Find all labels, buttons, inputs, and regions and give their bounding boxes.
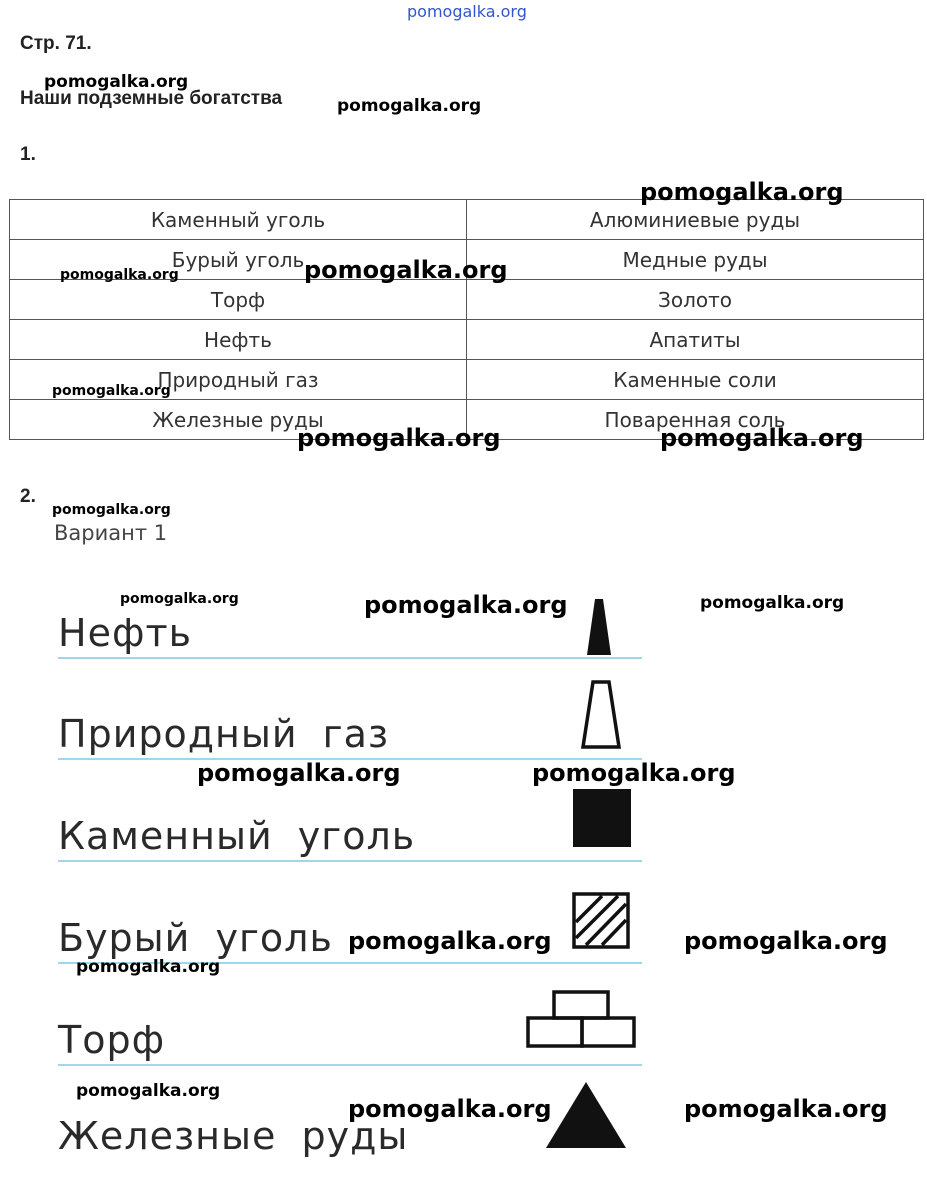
legend-label: Природный газ	[58, 712, 390, 756]
variant-label: Вариант 1	[54, 521, 168, 545]
top-watermark: pomogalka.org	[407, 2, 527, 21]
watermark: pomogalka.org	[120, 591, 239, 607]
page-number-label: Стр. 71.	[20, 33, 92, 54]
table-cell: Каменные соли	[467, 360, 924, 400]
watermark: pomogalka.org	[532, 759, 736, 787]
table-cell: Железные руды	[10, 400, 467, 440]
task-1-number: 1.	[20, 144, 36, 165]
minerals-table	[9, 199, 924, 440]
table-row	[10, 280, 924, 320]
brick-stack-icon	[526, 990, 638, 1050]
filled-square-icon	[572, 788, 632, 848]
watermark: pomogalka.org	[684, 927, 888, 955]
table-row	[10, 320, 924, 360]
watermark: pomogalka.org	[44, 72, 189, 92]
watermark: pomogalka.org	[640, 178, 844, 206]
watermark: pomogalka.org	[76, 1081, 221, 1101]
hatched-square-icon	[572, 892, 632, 950]
table-cell: Бурый уголь	[10, 240, 467, 280]
table-cell: Апатиты	[467, 320, 924, 360]
legend-row-gas	[58, 658, 644, 760]
watermark: pomogalka.org	[197, 759, 401, 787]
legend-label: Бурый уголь	[58, 916, 333, 960]
table-cell: Золото	[467, 280, 924, 320]
watermark: pomogalka.org	[348, 1095, 552, 1123]
legend-label: Каменный уголь	[58, 814, 416, 858]
watermark: pomogalka.org	[304, 256, 508, 284]
table-cell: Алюминиевые руды	[467, 200, 924, 240]
table-cell: Торф	[10, 280, 467, 320]
watermark: pomogalka.org	[660, 424, 864, 452]
filled-narrow-trapezoid-icon	[584, 599, 614, 657]
watermark: pomogalka.org	[700, 593, 845, 613]
watermark: pomogalka.org	[337, 96, 482, 116]
filled-triangle-icon	[544, 1080, 628, 1150]
table-cell: Нефть	[10, 320, 467, 360]
watermark: pomogalka.org	[297, 424, 501, 452]
legend-label: Железные руды	[58, 1114, 409, 1158]
watermark: pomogalka.org	[684, 1095, 888, 1123]
page-title: Наши подземные богатства	[20, 88, 283, 109]
table-cell: Медные руды	[467, 240, 924, 280]
watermark: pomogalka.org	[348, 927, 552, 955]
watermark: pomogalka.org	[52, 502, 171, 518]
table-cell: Природный газ	[10, 360, 467, 400]
watermark: pomogalka.org	[52, 383, 171, 399]
watermark: pomogalka.org	[76, 957, 221, 977]
legend-label: Нефть	[58, 611, 192, 655]
legend-row-peat	[58, 964, 644, 1066]
watermark: pomogalka.org	[364, 591, 568, 619]
outline-trapezoid-icon	[580, 680, 622, 750]
task-2-number: 2.	[20, 486, 36, 507]
table-cell: Поваренная соль	[467, 400, 924, 440]
watermark: pomogalka.org	[60, 267, 179, 283]
legend-label: Торф	[58, 1018, 166, 1062]
table-cell: Каменный уголь	[10, 200, 467, 240]
